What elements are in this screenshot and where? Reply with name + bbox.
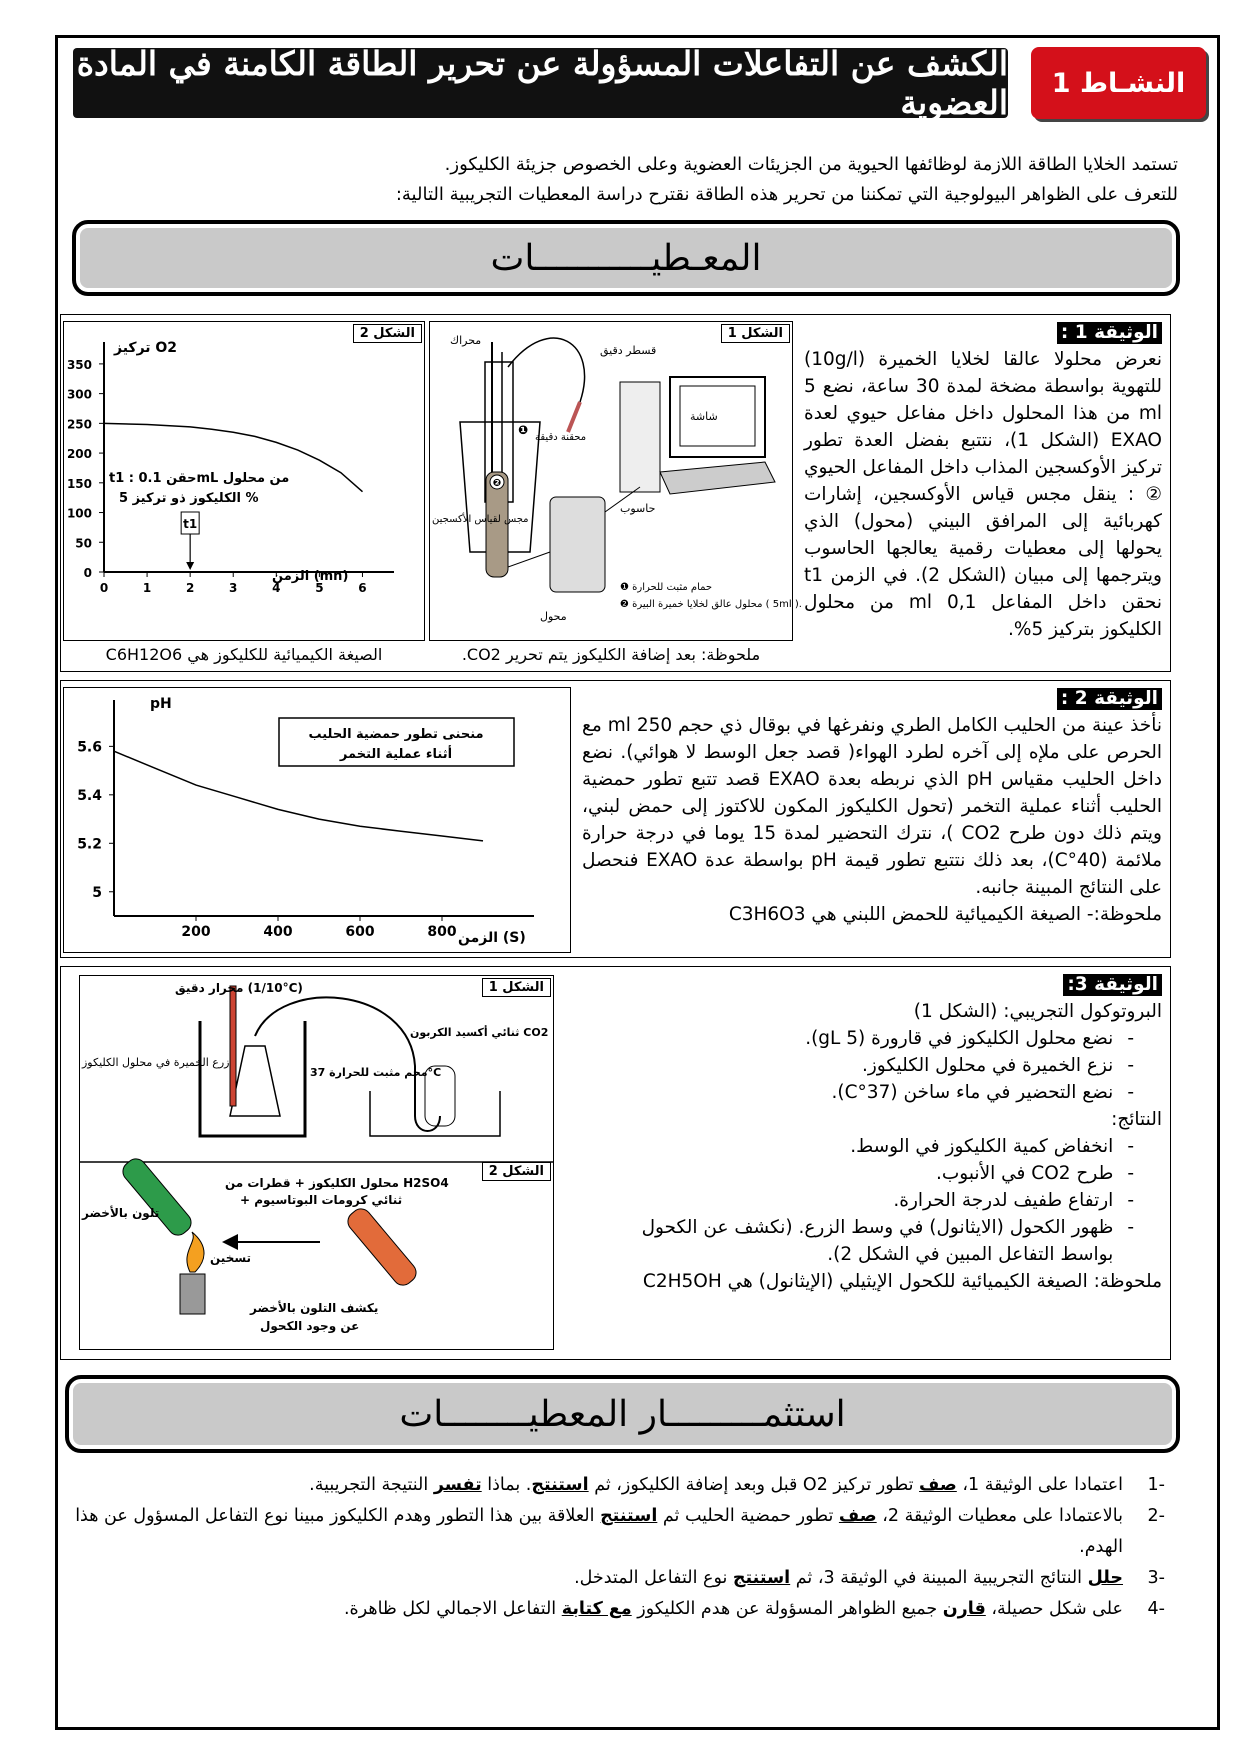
x-tick-label: 3	[229, 581, 238, 595]
doc2-note: ملحوظة:- الصيغة الكيميائية للحمض اللبني هي C3H6O3	[728, 904, 1162, 925]
label-reagent-1: محلول الكليكوز + قطرات من H2SO4	[225, 1176, 449, 1190]
t1-label: t1	[183, 517, 198, 531]
bunsen-burner-icon	[180, 1274, 205, 1314]
doc3-fig1-tag: الشكل 1	[482, 978, 551, 997]
list-item: - طرح CO2 في الأنبوب.	[935, 1163, 1134, 1184]
ph-caption-1: منحنى تطور حمضية الحليب	[308, 727, 484, 742]
doc1-fig1	[429, 321, 802, 641]
thermometer-icon	[230, 986, 236, 1106]
doc3-results	[597, 1133, 1162, 1268]
doc1-text: نعرض محلولا عالقا لخلايا الخميرة (10g/l) للتهوية بواسطة مضخة لمدة 30 ساعة، نضع 5 ml من هذا المحلول داخل مفاعل حيوي لعدة EXAO (الشكل 1)، نتتبع بفضل العدة تطور تركيز الأوكسجين المذاب داخل المفاعل الحيوي ② : ينقل مجس قياس الأوكسجين، إشارات كهربائية إلى المرافق البيني (محول) الذي يحولها إلى معطيات رقمية يعالجها الحاسوب ويترجمها إلى مبيان (الشكل 2). في الزمن t1 نحقن داخل المفاعل 0,1 ml من محلول الكليكوز بتركيز 5%.	[804, 349, 1163, 640]
question-3	[65, 1563, 1165, 1594]
syringe-icon	[568, 402, 580, 432]
label-reveal-2: عن وجود الكحول	[260, 1319, 360, 1333]
questions-list	[65, 1470, 1165, 1625]
y-tick-label: 150	[66, 476, 92, 491]
water-bath-icon	[200, 1021, 305, 1136]
doc3-text-block	[597, 971, 1162, 1295]
header	[65, 45, 1210, 123]
y-tick-label: 5.2	[77, 836, 102, 853]
question-number: -1	[1147, 1475, 1165, 1495]
document-3	[60, 966, 1171, 1360]
doc1-fig1-tag: الشكل 1	[721, 324, 790, 343]
doc3-protocol: البروتوكول التجريبي: (الشكل 1)	[913, 1001, 1162, 1022]
label-heating: تسخين	[210, 1251, 252, 1265]
document-1	[60, 314, 1171, 672]
doc3-results-label: النتائج:	[1111, 1109, 1162, 1130]
y-tick-label: 50	[75, 536, 92, 551]
alcohol-test-diagram	[80, 1162, 553, 1347]
activity-badge: النشـاط 1	[1031, 47, 1206, 119]
doc1-text-block	[804, 319, 1162, 643]
question-number: -3	[1147, 1568, 1165, 1588]
o2-ylabel: تركيز O2	[114, 340, 178, 356]
list-item: - نضع التحضير في ماء ساخن (37°C).	[831, 1082, 1134, 1103]
question-text: اعتمادا على الوثيقة 1، صف تطور تركيز O2 قبل وبعد إضافة الكليكوز، ثم استنتج. بماذا تفسر النتيجة التجريبية.	[309, 1475, 1123, 1495]
label-screen: شاشة	[690, 410, 718, 423]
x-tick-label: 5	[315, 581, 324, 595]
y-tick-label: 350	[66, 357, 92, 372]
ph-ylabel: pH	[150, 696, 172, 712]
doc1-fig2-tag: الشكل 2	[353, 324, 422, 343]
label-n2: ❷	[492, 478, 502, 489]
y-tick-label: 5.6	[77, 739, 102, 756]
list-item: - نزع الخميرة في محلول الكليكوز.	[861, 1055, 1134, 1076]
x-tick-label: 1	[142, 581, 152, 595]
list-item: - ظهور الكحول (الايثانول) في وسط الزرع. (نكشف عن الكحول بواسط التفاعل المبين في الشكل 2).	[641, 1217, 1134, 1265]
label-n1: ❶	[518, 423, 529, 437]
fermentation-setup-diagram	[80, 976, 553, 1161]
green-tube-icon	[119, 1155, 195, 1239]
label-probe: مجس لقياس الأكسجين	[432, 514, 529, 525]
doc3-title: الوثيقة 3:	[1063, 974, 1162, 996]
label-green: تلون بالأخضر	[82, 1206, 160, 1220]
converter-icon	[550, 497, 605, 592]
question-2	[65, 1501, 1165, 1563]
x-tick-label: 2	[185, 581, 195, 595]
x-tick-label: 800	[427, 924, 457, 940]
label-thermometer: محرار دقيق (1/10°C)	[175, 981, 303, 995]
question-number: -4	[1147, 1599, 1165, 1619]
doc1-fig1-note: ملحوظة: بعد إضافة الكليكوز يتم تحرير CO2.	[461, 645, 761, 664]
ph-chart	[64, 688, 570, 952]
gas-tube-icon	[255, 997, 440, 1131]
question-number: -2	[1147, 1506, 1165, 1526]
y-tick-label: 200	[66, 447, 92, 462]
question-4	[65, 1594, 1165, 1625]
doc1-fig2-note: الصيغة الكيميائية للكليكوز هي C6H12O6	[105, 645, 383, 664]
list-item: - انخفاض كمية الكليكوز في الوسط.	[850, 1136, 1134, 1157]
orange-tube-icon	[344, 1205, 420, 1289]
list-item: - نضع محلول الكليكوز في قارورة (5 gL).	[805, 1028, 1134, 1049]
x-tick-label: 6	[358, 581, 367, 595]
question-text: على شكل حصيلة، قارن جميع الظواهر المسؤولة عن هدم الكليكوز مع كتابة التفاعل الاجمالي لكل ظاهرة.	[343, 1599, 1123, 1619]
o2-xlabel: الزمن (mn)	[272, 569, 349, 584]
question-text: بالاعتمادا على معطيات الوثيقة 2، صف تطور حمضية الحليب ثم استنتج العلاقة بين هذا التطور وهدم الكليكوز مبينا نوع التفاعل المسؤول عن هذا الهدم.	[75, 1506, 1123, 1557]
y-tick-label: 250	[66, 417, 92, 432]
doc2-title: الوثيقة 2 :	[1057, 688, 1162, 710]
document-2	[60, 680, 1171, 958]
y-tick-label: 5	[92, 884, 102, 901]
page-title: الكشف عن التفاعلات المسؤولة عن تحرير الطاقة الكامنة في المادة العضوية	[73, 48, 1008, 118]
doc1-fig2	[63, 321, 425, 641]
label-bath: محم مثبت للحرارة 37°C	[310, 1066, 442, 1079]
exploit-banner: استثمـــــــــار المعطيــــــــات	[65, 1375, 1180, 1453]
intro	[78, 150, 1178, 210]
y-tick-label: 0	[83, 566, 92, 580]
flask-icon	[230, 1046, 280, 1116]
x-tick-label: 0	[99, 581, 109, 595]
o2-annotation-2: الكليكوز ذو تركيز 5 %	[119, 491, 259, 506]
intro-line-2: للتعرف على الظواهر البيولوجية التي تمكننا من تحرير هذه الطاقة نقترح دراسة المعطيات التجريبية التالية:	[395, 184, 1178, 205]
label-legend1: ❶ حمام مثبت للحرارة	[620, 582, 713, 593]
data-banner: المعـطيـــــــــــات	[72, 220, 1180, 296]
t1-arrowhead	[186, 562, 194, 570]
label-reagent-2: + ثنائي كرومات البوتاسيوم	[240, 1193, 403, 1207]
o2-annotation-1: t1 : حقن 0.1mL من محلول	[109, 471, 290, 486]
doc2-graph	[63, 687, 571, 953]
computer-tower-icon	[620, 382, 660, 492]
doc3-figures	[79, 975, 554, 1350]
label-legend2: ❷ محلول عالق لخلايا خميرة البيرة ( 5ml ).	[620, 599, 802, 610]
keyboard-icon	[660, 462, 775, 494]
label-co2: ثنائي أكسيد الكربون CO2	[410, 1026, 549, 1039]
doc2-text-block	[582, 685, 1162, 928]
label-syringe: محقنة دقيقة	[535, 432, 587, 443]
label-catheter: قسطر دقيق	[600, 344, 657, 357]
x-tick-label: 200	[181, 924, 211, 940]
doc3-note: ملحوظة: الصيغة الكيميائية للكحول الإيثيلي (الإيثانول) هي C2H5OH	[642, 1271, 1162, 1292]
label-culture: زرع الخميرة في محلول الكليكوز	[82, 1056, 230, 1069]
x-tick-label: 400	[263, 924, 293, 940]
x-tick-label: 4	[272, 581, 281, 595]
list-item: - ارتفاع طفيف لدرجة الحرارة.	[893, 1190, 1134, 1211]
y-tick-label: 100	[66, 506, 92, 521]
label-converter: محول	[540, 610, 567, 623]
intro-line-1: تستمد الخلايا الطاقة اللازمة لوظائفها الحيوية من الجزيئات العضوية وعلى الخصوص جزيئة الكليكوز.	[444, 154, 1178, 175]
x-tick-label: 600	[345, 924, 375, 940]
ph-xlabel: الزمن (S)	[458, 930, 526, 946]
question-1	[65, 1470, 1165, 1501]
label-stirrer: محراك	[450, 334, 482, 347]
question-text: حلل النتائج التجريبية المبينة في الوثيقة 3، ثم استنتج نوع التفاعل المتدخل.	[574, 1568, 1123, 1588]
ph-caption-2: أثناء عملية التخمر	[339, 747, 453, 762]
doc3-steps	[597, 1025, 1162, 1106]
flame-icon	[187, 1232, 204, 1272]
label-reveal-1: يكشف التلون بالأخضر	[250, 1301, 379, 1315]
doc1-title: الوثيقة 1 :	[1057, 322, 1162, 344]
y-tick-label: 5.4	[77, 787, 102, 804]
doc3-fig2-tag: الشكل 2	[482, 1162, 551, 1181]
label-computer: حاسوب	[620, 502, 656, 515]
exao-setup-diagram	[430, 322, 802, 640]
doc2-text: نأخذ عينة من الحليب الكامل الطري ونفرغها في بوقال ذي حجم 250 ml مع الحرص على ملإه إلى آخره لطرد الهواء( قصد جعل الوسط لا هوائي). نضع داخل الحليب مقياس pH الذي نربطه بعدة EXAO قصد تتبع تطور حمضية الحليب أثناء عملية التخمر (تحول الكليكوز المكون للاكتوز إلى حمض لبني، ويتم ذلك دون طرح CO2 )، نترك التحضير لمدة 15 يوما في درجة حرارة ملائمة (40°C)، بعد ذلك نتتبع تطور قيمة pH بواسطة عدة EXAO فنحصل على النتائج المبينة جانبه.	[582, 715, 1162, 898]
o2-chart	[64, 322, 424, 640]
y-tick-label: 300	[66, 387, 92, 402]
catheter-line	[508, 338, 585, 402]
